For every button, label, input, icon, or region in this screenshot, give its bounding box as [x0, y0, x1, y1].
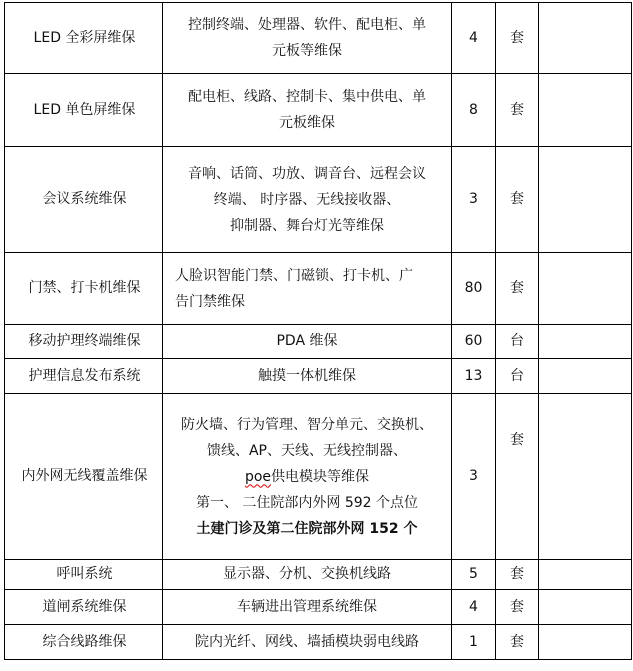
unit-cell: 套 — [496, 253, 539, 325]
empty-cell — [539, 3, 632, 74]
item-name-cell: 道闸系统维保 — [5, 590, 163, 625]
unit-cell: 套 — [496, 625, 539, 660]
quantity-cell: 4 — [452, 590, 496, 625]
table-row — [5, 3, 632, 74]
table-row — [5, 590, 632, 625]
item-description-cell: 院内光纤、网线、墙插模块弱电线路 — [163, 625, 452, 660]
item-name-cell: 内外网无线覆盖维保 — [5, 394, 163, 560]
empty-cell — [539, 560, 632, 590]
empty-cell — [539, 253, 632, 325]
description-line-rest: 供电模块等维保 — [271, 468, 370, 485]
table-row — [5, 394, 632, 560]
item-description-cell: 显示器、分机、交换机线路 — [163, 560, 452, 590]
unit-cell: 套 — [496, 74, 539, 147]
item-name-cell: LED 全彩屏维保 — [5, 3, 163, 74]
description-line: 抑制器、舞台灯光等维保 — [230, 217, 384, 234]
quantity-cell: 80 — [452, 253, 496, 325]
item-name-cell: 移动护理终端维保 — [5, 325, 163, 359]
quantity-cell: 3 — [452, 394, 496, 560]
spellcheck-underlined-word: poe — [244, 468, 272, 485]
table-row — [5, 560, 632, 590]
item-description-cell — [163, 253, 452, 325]
description-line: 元板维保 — [279, 115, 335, 131]
item-description-cell — [163, 3, 452, 74]
item-name-cell: 会议系统维保 — [5, 147, 163, 253]
description-line: 配电柜、线路、控制卡、集中供电、单 — [188, 89, 426, 105]
unit-cell: 套 — [496, 560, 539, 590]
empty-cell — [539, 74, 632, 147]
quantity-cell: 3 — [452, 147, 496, 253]
item-description-cell — [163, 394, 452, 560]
unit-cell: 套 — [496, 394, 539, 560]
description-line: 元板等维保 — [272, 43, 342, 59]
empty-cell — [539, 359, 632, 394]
item-description-cell: PDA 维保 — [163, 325, 452, 359]
unit-cell: 台 — [496, 325, 539, 359]
table-row — [5, 147, 632, 253]
item-description-cell: 触摸一体机维保 — [163, 359, 452, 394]
description-line: 第一、 二住院部内外网 592 个点位 — [195, 494, 419, 511]
quantity-cell: 60 — [452, 325, 496, 359]
table-row — [5, 253, 632, 325]
table-row — [5, 74, 632, 147]
item-description-cell: 车辆进出管理系统维保 — [163, 590, 452, 625]
quantity-cell: 5 — [452, 560, 496, 590]
quantity-cell: 1 — [452, 625, 496, 660]
item-description-cell — [163, 147, 452, 253]
description-line: 土建门诊及第二住院部外网 152 个 — [196, 520, 418, 537]
description-line: 控制终端、处理器、软件、配电柜、单 — [188, 17, 426, 33]
description-line: 人脸识智能门禁、门磁锁、打卡机、广 — [175, 267, 413, 284]
item-name-cell: 护理信息发布系统 — [5, 359, 163, 394]
item-description-cell — [163, 74, 452, 147]
quantity-cell: 13 — [452, 359, 496, 394]
table-row — [5, 359, 632, 394]
unit-cell: 套 — [496, 147, 539, 253]
item-name-cell: LED 单色屏维保 — [5, 74, 163, 147]
item-name-cell: 呼叫系统 — [5, 560, 163, 590]
empty-cell — [539, 394, 632, 560]
item-name-cell: 门禁、打卡机维保 — [5, 253, 163, 325]
equipment-maintenance-table — [4, 2, 632, 660]
table-row — [5, 325, 632, 359]
description-line: 告门禁维保 — [175, 293, 245, 310]
empty-cell — [539, 625, 632, 660]
description-line: 音响、话筒、功放、调音台、远程会议 — [188, 165, 426, 182]
unit-cell: 台 — [496, 359, 539, 394]
empty-cell — [539, 590, 632, 625]
quantity-cell: 4 — [452, 3, 496, 74]
unit-cell: 套 — [496, 3, 539, 74]
empty-cell — [539, 325, 632, 359]
description-line — [169, 464, 445, 490]
empty-cell — [539, 147, 632, 253]
item-name-cell: 综合线路维保 — [5, 625, 163, 660]
quantity-cell: 8 — [452, 74, 496, 147]
description-line: 防火墙、行为管理、智分单元、交换机、 — [181, 416, 433, 433]
table-row — [5, 625, 632, 660]
description-line: 终端、 时序器、无线接收器、 — [213, 191, 401, 208]
unit-cell: 套 — [496, 590, 539, 625]
description-line: 馈线、AP、天线、无线控制器、 — [206, 442, 408, 459]
